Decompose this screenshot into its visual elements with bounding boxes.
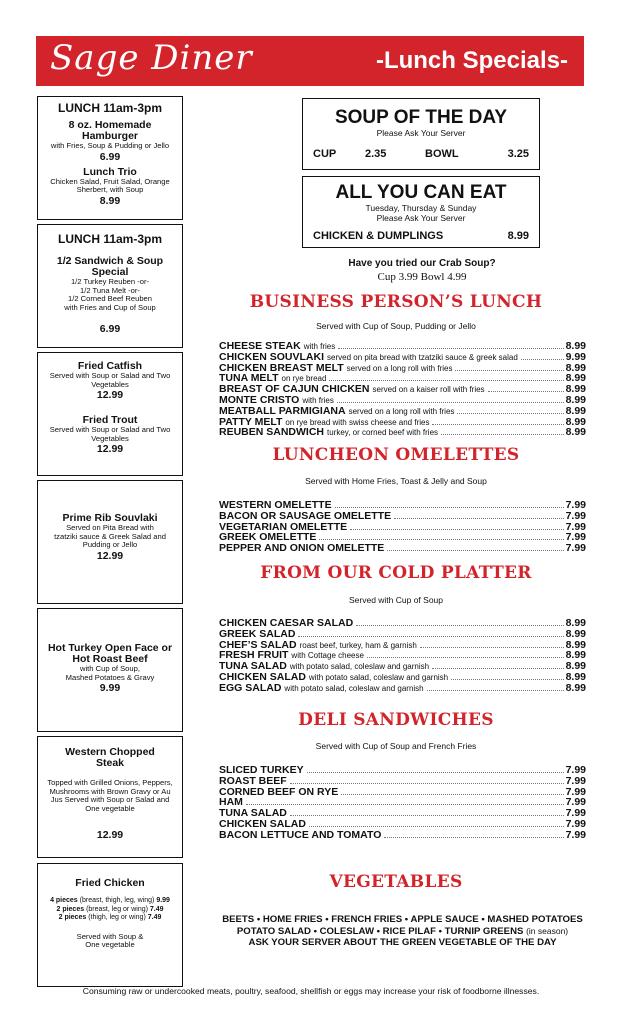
vegetables-line: ASK YOUR SERVER ABOUT THE GREEN VEGETABLE OF THE DAY bbox=[248, 937, 557, 948]
menu-item-name: BACON OR SAUSAGE OMELETTE bbox=[219, 509, 392, 522]
item-price: 6.99 bbox=[99, 323, 121, 336]
dot-leader bbox=[246, 804, 564, 805]
menu-item-name: HAM bbox=[219, 796, 243, 809]
menu-item-price: 7.99 bbox=[565, 828, 586, 841]
item-name: Hot Turkey Open Face or Hot Roast Beef bbox=[47, 642, 173, 665]
menu-item-price: 8.99 bbox=[565, 361, 586, 374]
item-name: Prime Rib Souvlaki bbox=[62, 512, 158, 524]
dot-leader bbox=[420, 647, 564, 648]
omelettes-subtitle: Served with Home Fries, Toast & Jelly and Soup bbox=[305, 476, 487, 486]
dot-leader bbox=[335, 507, 564, 508]
menu-item-name: ROAST BEEF bbox=[219, 774, 287, 787]
crab-prices: Cup 3.99 Bowl 4.99 bbox=[377, 271, 467, 283]
dot-leader bbox=[307, 772, 564, 773]
fish-box bbox=[37, 352, 183, 476]
dot-leader bbox=[338, 348, 563, 349]
dot-leader bbox=[451, 679, 563, 680]
lunch-box-1 bbox=[37, 96, 183, 220]
brand-logo: Sage Diner bbox=[50, 38, 253, 78]
item-desc: Topped with Grilled Onions, Peppers, Mushrooms with Brown Gravy or Au Jus Served with Soup or Salad and One vegetable bbox=[47, 778, 173, 813]
menu-item-name: EGG SALAD bbox=[219, 681, 282, 694]
dot-leader bbox=[441, 434, 564, 435]
all-you-can-eat-box: ALL YOU CAN EAT Tuesday, Thursday & Sunday Please Ask Your Server CHICKEN & DUMPLINGS 8.99 bbox=[302, 176, 540, 248]
item-name: Lunch Trio bbox=[83, 165, 137, 178]
business-lunch-list bbox=[219, 341, 586, 438]
chicken-option: 2 pieces (thigh, leg or wing) 7.49 bbox=[58, 914, 162, 922]
vegetables-list bbox=[205, 914, 600, 949]
menu-item-desc: with potato salad, coleslaw and garnish bbox=[289, 662, 430, 672]
menu-item bbox=[219, 543, 586, 554]
item-desc: Served with Soup or Salad and Two Vegetables bbox=[49, 371, 171, 389]
item-price: 12.99 bbox=[96, 549, 124, 562]
menu-item-desc: roast beef, turkey, ham & garnish bbox=[299, 640, 417, 650]
menu-item-name: BREAST OF CAJUN CHICKEN bbox=[219, 383, 370, 396]
menu-item-name: MONTE CRISTO bbox=[219, 393, 300, 406]
menu-item-name: VEGETARIAN OMELETTE bbox=[219, 520, 348, 533]
menu-item-name: TUNA MELT bbox=[219, 372, 279, 385]
menu-item bbox=[219, 427, 586, 438]
item-name: 1/2 Sandwich & Soup Special bbox=[56, 255, 164, 278]
item-price: 6.99 bbox=[99, 150, 121, 163]
dot-leader bbox=[298, 636, 563, 637]
menu-item-name: CHICKEN SALAD bbox=[219, 817, 306, 830]
menu-item bbox=[219, 776, 586, 787]
menu-item-desc: on rye bread with swiss cheese and fries bbox=[285, 417, 430, 427]
dot-leader bbox=[341, 794, 563, 795]
omelettes-list bbox=[219, 500, 586, 554]
menu-item-name: CHICKEN SOUVLAKI bbox=[219, 350, 325, 363]
menu-item-desc: served on a long roll with fries bbox=[346, 363, 453, 373]
menu-item-price: 8.99 bbox=[565, 681, 586, 694]
dot-leader bbox=[455, 370, 563, 371]
menu-item-name: MEATBALL PARMIGIANA bbox=[219, 404, 346, 417]
menu-item bbox=[219, 629, 586, 640]
menu-item-price: 9.99 bbox=[565, 350, 586, 363]
ayce-title: ALL YOU CAN EAT bbox=[335, 182, 507, 203]
menu-item-price: 7.99 bbox=[565, 764, 586, 776]
menu-item-desc: with fries bbox=[302, 395, 334, 405]
menu-item-price: 8.99 bbox=[565, 404, 586, 417]
box-heading: LUNCH 11am-3pm bbox=[57, 232, 163, 246]
dot-leader bbox=[356, 625, 563, 626]
menu-item-name: BACON LETTUCE AND TOMATO bbox=[219, 828, 382, 841]
omelettes-title: LUNCHEON OMELETTES bbox=[272, 445, 520, 465]
dot-leader bbox=[337, 402, 564, 403]
menu-item-name: PEPPER AND ONION OMELETTE bbox=[219, 542, 385, 555]
menu-item-name: CHICKEN CAESAR SALAD bbox=[219, 617, 354, 629]
item-price: 12.99 bbox=[96, 829, 124, 842]
deli-title: DELI SANDWICHES bbox=[298, 710, 494, 730]
dot-leader bbox=[290, 815, 564, 816]
menu-item-price: 7.99 bbox=[565, 785, 586, 798]
menu-item-name: CHEESE STEAK bbox=[219, 340, 301, 352]
menu-item-name: TUNA SALAD bbox=[219, 660, 287, 673]
item-desc: Mashed Potatoes & Gravy bbox=[65, 672, 155, 682]
soup-of-the-day-box: SOUP OF THE DAY Please Ask Your Server CUP 2.35 BOWL 3.25 bbox=[302, 98, 540, 170]
item-note: Served with Soup & One vegetable bbox=[76, 931, 144, 950]
dot-leader bbox=[427, 690, 564, 691]
menu-item bbox=[219, 406, 586, 417]
dot-leader bbox=[432, 424, 563, 425]
menu-item-price: 8.99 bbox=[565, 670, 586, 683]
menu-item bbox=[219, 683, 586, 694]
ayce-days: Tuesday, Thursday & Sunday bbox=[365, 203, 477, 213]
ayce-subtitle: Please Ask Your Server bbox=[376, 212, 466, 223]
item-name: Fried Catfish bbox=[77, 360, 143, 372]
dot-leader bbox=[387, 550, 563, 551]
menu-item-desc: with fries bbox=[303, 342, 336, 351]
cold-platter-subtitle: Served with Cup of Soup bbox=[348, 595, 444, 605]
dot-leader bbox=[309, 826, 564, 827]
footer-disclaimer: Consuming raw or undercooked meats, poultry, seafood, shellfish or eggs may increase your risk of foodborne illnesses. bbox=[82, 986, 540, 996]
menu-item-price: 7.99 bbox=[565, 499, 586, 511]
menu-item-name: TUNA SALAD bbox=[219, 807, 287, 820]
dot-leader bbox=[488, 391, 564, 392]
dot-leader bbox=[521, 359, 564, 360]
menu-item-desc: on rye bread bbox=[281, 374, 327, 384]
business-lunch-subtitle: Served with Cup of Soup, Pudding or Jello bbox=[316, 321, 476, 331]
item-line: 1/2 Corned Beef Reuben bbox=[67, 294, 152, 304]
item-line: with Fries and Cup of Soup bbox=[64, 302, 156, 312]
menu-item-price: 8.99 bbox=[565, 617, 586, 629]
dot-leader bbox=[384, 837, 563, 838]
menu-item-name: PATTY MELT bbox=[219, 415, 283, 428]
menu-item-price: 7.99 bbox=[565, 542, 586, 555]
menu-item-price: 7.99 bbox=[565, 531, 586, 544]
item-line: 1/2 Tuna Melt -or- bbox=[80, 285, 140, 295]
item-name: 8 oz. Homemade Hamburger bbox=[68, 119, 152, 142]
menu-item-name: REUBEN SANDWICH bbox=[219, 426, 324, 439]
menu-item bbox=[219, 511, 586, 522]
crab-question: Have you tried our Crab Soup? bbox=[348, 258, 496, 269]
dot-leader bbox=[329, 380, 563, 381]
dot-leader bbox=[319, 539, 563, 540]
vegetables-line: BEETS • HOME FRIES • FRENCH FRIES • APPLE SAUCE • MASHED POTATOES bbox=[222, 914, 583, 925]
menu-item-name: SLICED TURKEY bbox=[219, 764, 304, 776]
menu-item-name: GREEK OMELETTE bbox=[219, 531, 317, 544]
menu-item-desc: turkey, or corned beef with fries bbox=[327, 428, 439, 438]
menu-item-price: 8.99 bbox=[565, 649, 586, 662]
menu-item-price: 8.99 bbox=[565, 383, 586, 396]
menu-item-desc: with potato salad, coleslaw and garnish bbox=[308, 672, 449, 682]
item-name: Western Chopped Steak bbox=[65, 746, 155, 769]
menu-item-name: CHEF’S SALAD bbox=[219, 638, 297, 651]
vegetables-line: POTATO SALAD • COLESLAW • RICE PILAF • TURNIP GREENS (in season) bbox=[236, 925, 569, 937]
menu-item bbox=[219, 352, 586, 363]
menu-item-desc: with potato salad, coleslaw and garnish bbox=[284, 683, 424, 693]
menu-item-price: 7.99 bbox=[565, 817, 586, 830]
business-lunch-title: BUSINESS PERSON’S LUNCH bbox=[249, 292, 543, 312]
menu-item-price: 8.99 bbox=[565, 638, 586, 651]
chopped-steak-box bbox=[37, 736, 183, 858]
item-line: 1/2 Turkey Reuben -or- bbox=[70, 277, 150, 286]
item-desc: Chicken Salad, Fruit Salad, Orange Sherbert, with Soup bbox=[50, 176, 170, 195]
menu-item-desc: with Cottage cheese bbox=[291, 651, 364, 661]
chicken-option: 2 pieces (breast, leg or wing) 7.49 bbox=[56, 905, 164, 913]
menu-item-price: 7.99 bbox=[565, 774, 586, 787]
soup-title: SOUP OF THE DAY bbox=[334, 107, 508, 128]
item-price: 12.99 bbox=[96, 389, 124, 402]
item-name: Fried Chicken bbox=[75, 877, 145, 889]
menu-item-price: 7.99 bbox=[565, 807, 586, 820]
dot-leader bbox=[290, 783, 564, 784]
dot-leader bbox=[432, 668, 564, 669]
menu-item-price: 8.99 bbox=[565, 627, 586, 640]
item-price: 8.99 bbox=[99, 194, 121, 207]
item-desc: with Fries, Soup & Pudding or Jello bbox=[50, 141, 170, 150]
item-price: 9.99 bbox=[99, 682, 121, 695]
cold-platter-list bbox=[219, 618, 586, 694]
menu-item-price: 8.99 bbox=[565, 426, 586, 439]
crab-soup-promo bbox=[222, 258, 622, 284]
menu-item bbox=[219, 787, 586, 798]
cold-platter-title: FROM OUR COLD PLATTER bbox=[260, 563, 532, 583]
item-price: 12.99 bbox=[96, 443, 124, 456]
menu-item-desc: served on pita bread with tzatziki sauce & greek salad bbox=[327, 352, 518, 362]
dot-leader bbox=[457, 413, 563, 414]
menu-item-price: 7.99 bbox=[565, 520, 586, 533]
header-banner bbox=[36, 36, 584, 86]
menu-item-price: 8.99 bbox=[565, 340, 586, 352]
page-tagline: -Lunch Specials- bbox=[375, 47, 568, 74]
menu-item-price: 7.99 bbox=[565, 796, 586, 809]
menu-item-name: CHICKEN SALAD bbox=[219, 670, 306, 683]
fried-chicken-box bbox=[37, 863, 183, 987]
item-desc: with Cup of Soup, bbox=[80, 664, 140, 673]
item-desc: Served with Soup or Salad and Two Vegetables bbox=[49, 425, 171, 443]
menu-item-name: FRESH FRUIT bbox=[219, 649, 289, 662]
menu-item-price: 8.99 bbox=[565, 372, 586, 385]
souvlaki-box bbox=[37, 480, 183, 604]
menu-item-name: WESTERN OMELETTE bbox=[219, 499, 332, 511]
menu-item-desc: served on a long roll with fries bbox=[348, 406, 455, 416]
menu-item bbox=[219, 830, 586, 841]
deli-list bbox=[219, 765, 586, 841]
dot-leader bbox=[350, 529, 563, 530]
deli-subtitle: Served with Cup of Soup and French Fries bbox=[315, 741, 477, 751]
menu-item-name: CHICKEN BREAST MELT bbox=[219, 361, 344, 374]
menu-item-desc: served on a kaiser roll with fries bbox=[372, 385, 485, 395]
dot-leader bbox=[394, 518, 563, 519]
menu-item-price: 8.99 bbox=[565, 660, 586, 673]
menu-item-price: 7.99 bbox=[565, 509, 586, 522]
soup-subtitle: Please Ask Your Server bbox=[376, 128, 466, 138]
menu-item-name: CORNED BEEF ON RYE bbox=[219, 785, 339, 798]
lunch-box-2 bbox=[37, 224, 183, 348]
box-heading: LUNCH 11am-3pm bbox=[57, 101, 163, 115]
menu-item-price: 8.99 bbox=[565, 415, 586, 428]
menu-item-name: GREEK SALAD bbox=[219, 627, 296, 640]
dot-leader bbox=[367, 657, 564, 658]
item-name: Fried Trout bbox=[82, 414, 138, 427]
vegetables-title: VEGETABLES bbox=[329, 872, 463, 892]
hot-turkey-box bbox=[37, 608, 183, 732]
item-desc: Served on Pita Bread with tzatziki sauce & Greek Salad and Pudding or Jello bbox=[54, 523, 166, 550]
chicken-option: 4 pieces (breast, thigh, leg, wing) 9.99 bbox=[50, 897, 170, 904]
menu-item-price: 8.99 bbox=[565, 393, 586, 406]
